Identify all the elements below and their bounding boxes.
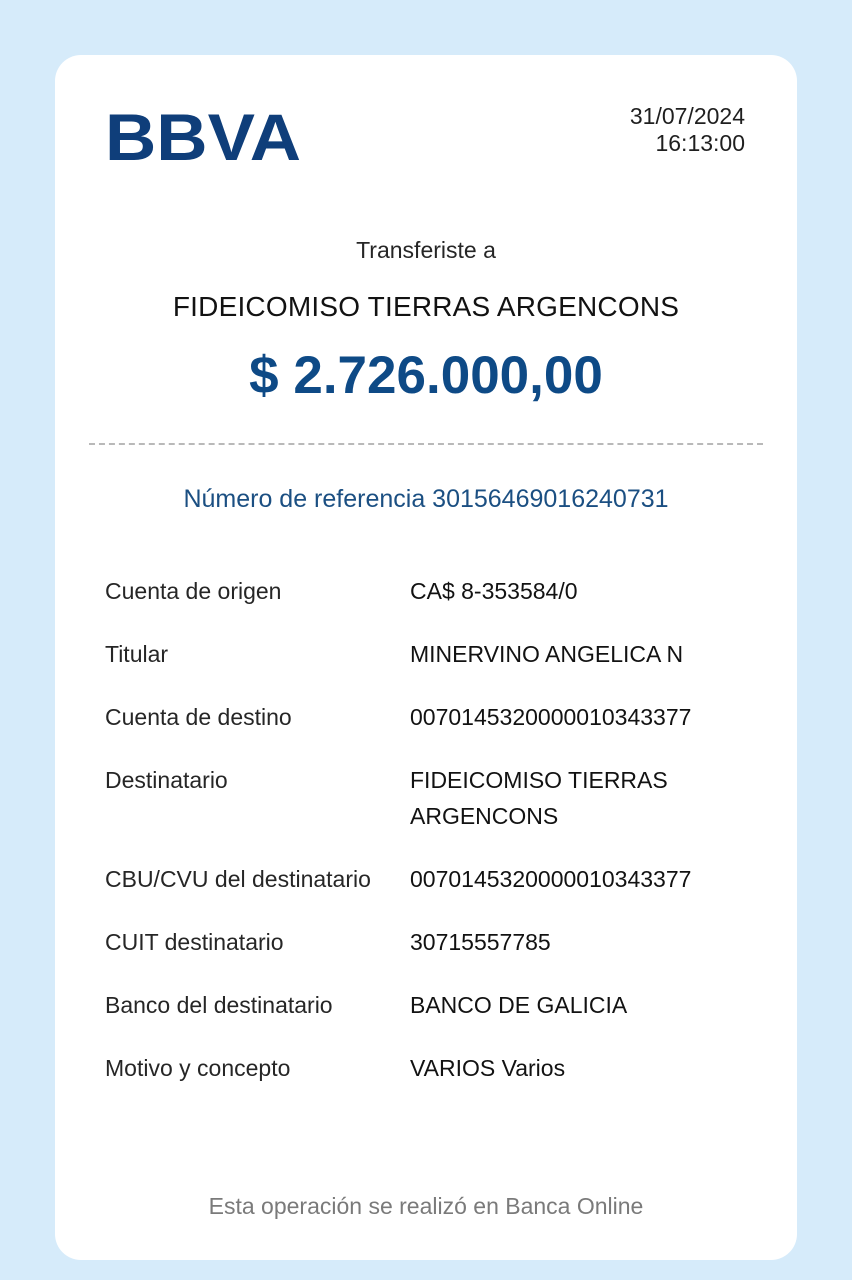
- transaction-date: 31/07/2024: [629, 103, 745, 129]
- detail-value: 30715557785: [410, 929, 551, 955]
- detail-row-destination-account: [105, 699, 755, 735]
- detail-row-origin-account: [105, 573, 755, 609]
- detail-label: Banco del destinatario: [105, 992, 333, 1018]
- svg-text:BBVA: BBVA: [105, 103, 301, 163]
- bbva-logo-mark: [105, 103, 301, 163]
- detail-row-recipient: [105, 762, 755, 834]
- transfer-amount: $ 2.726.000,00: [249, 346, 603, 405]
- transaction-time: 16:13:00: [655, 130, 745, 156]
- detail-value: MINERVINO ANGELICA N: [410, 641, 684, 667]
- detail-row-recipient-bank: [105, 987, 755, 1023]
- footer-note: Esta operación se realizó en Banca Online: [208, 1193, 644, 1219]
- detail-label: Cuenta de destino: [105, 704, 292, 730]
- reference-number: Número de referencia 30156469016240731: [183, 485, 669, 513]
- dashed-divider: [89, 443, 763, 445]
- detail-label: Cuenta de origen: [105, 578, 282, 604]
- detail-label: CBU/CVU del destinatario: [105, 866, 371, 892]
- transfer-label: Transferiste a: [356, 237, 496, 263]
- detail-value: FIDEICOMISO TIERRAS ARGENCONS: [410, 767, 668, 829]
- detail-row-recipient-cbu: [105, 861, 755, 897]
- detail-value: BANCO DE GALICIA: [410, 992, 628, 1018]
- detail-value: 0070145320000010343377: [410, 704, 692, 730]
- detail-label: Motivo y concepto: [105, 1055, 291, 1081]
- detail-label: Destinatario: [105, 767, 228, 793]
- detail-label: CUIT destinatario: [105, 929, 284, 955]
- detail-value: 0070145320000010343377: [410, 866, 692, 892]
- detail-row-reason: [105, 1050, 755, 1086]
- recipient-name: FIDEICOMISO TIERRAS ARGENCONS: [172, 291, 680, 322]
- receipt-card: [55, 55, 797, 1260]
- detail-row-recipient-cuit: [105, 924, 755, 960]
- detail-value: VARIOS Varios: [410, 1055, 566, 1081]
- details-list: [105, 573, 755, 1113]
- detail-row-holder: [105, 636, 755, 672]
- bbva-logo: [105, 103, 301, 163]
- detail-label: Titular: [105, 641, 169, 667]
- detail-value: CA$ 8-353584/0: [410, 578, 578, 604]
- transaction-datetime: [630, 103, 745, 157]
